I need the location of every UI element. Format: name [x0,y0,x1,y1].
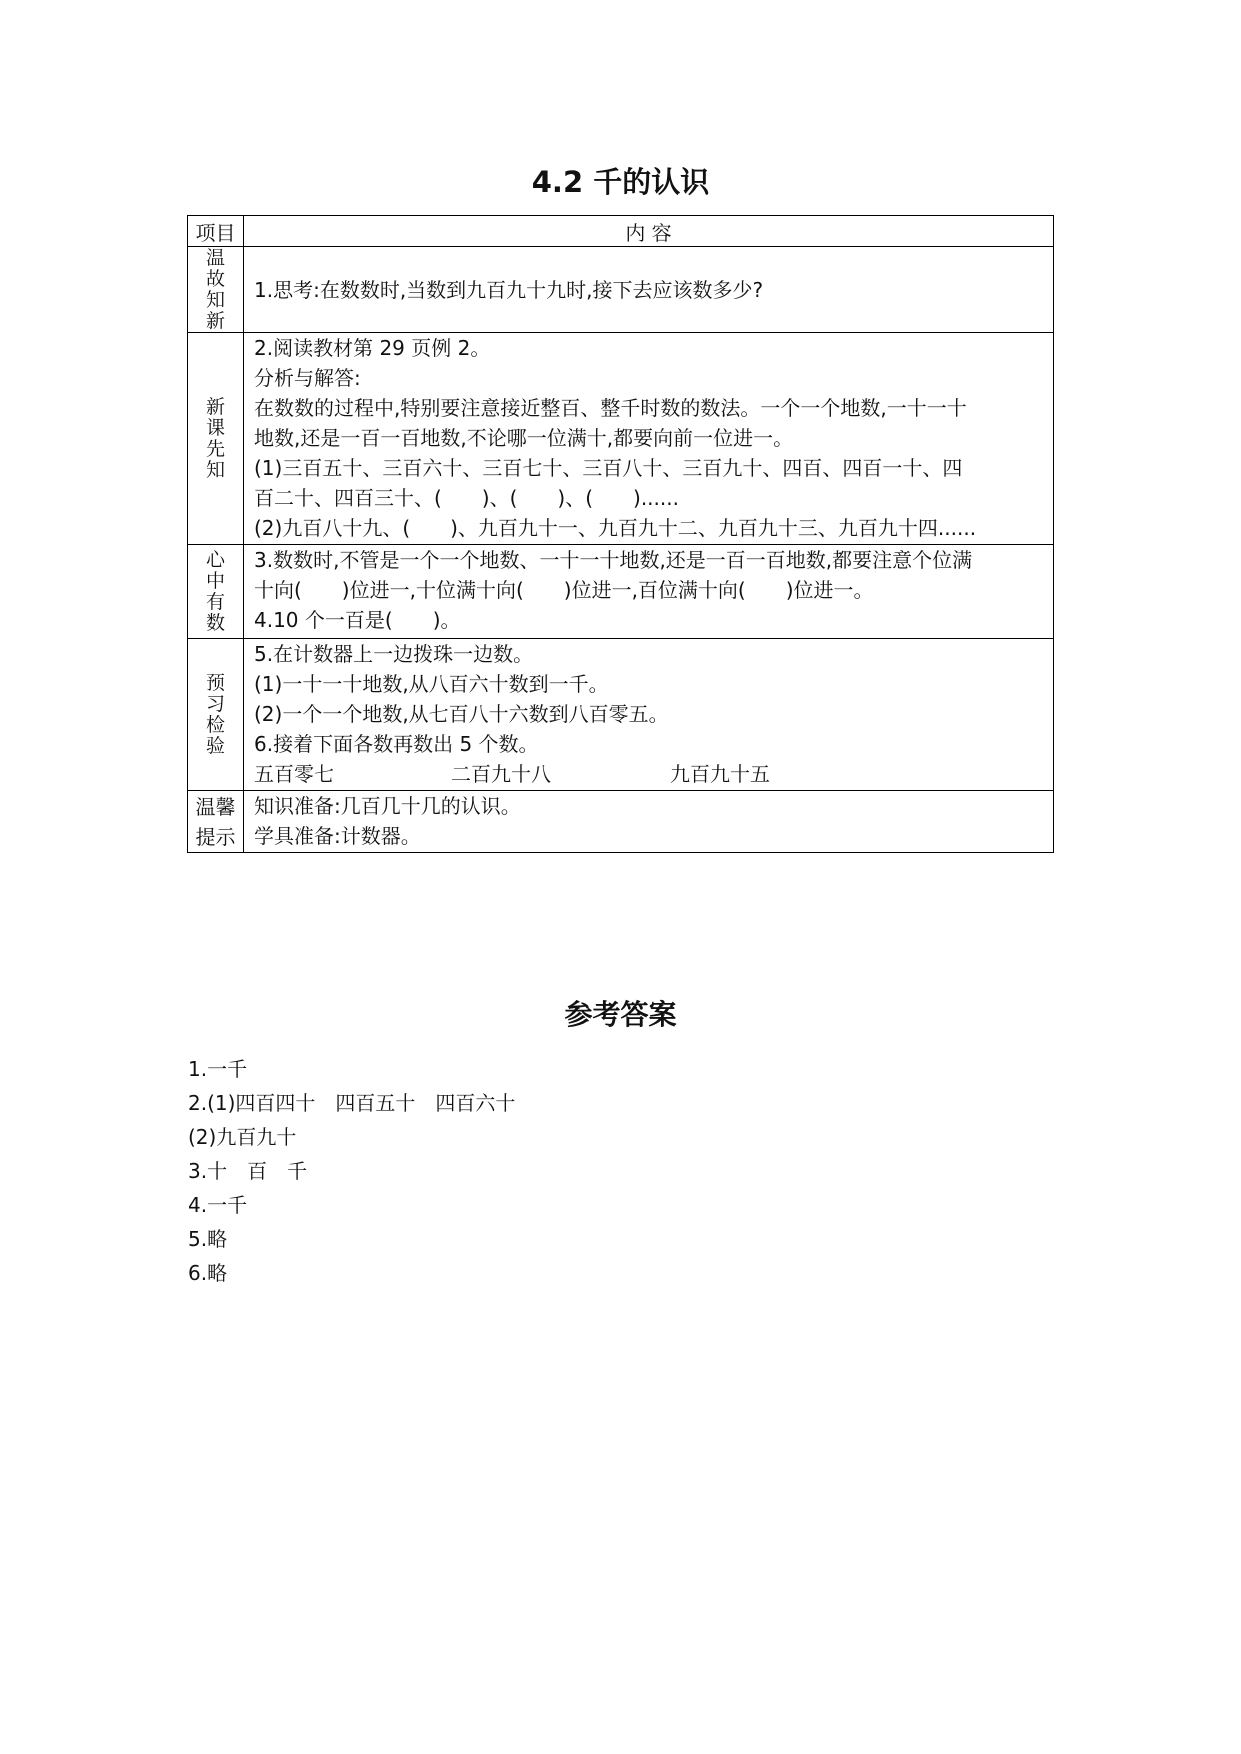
number-prompt: 九百九十五 [670,762,770,786]
header-item-label: 项目 [195,220,236,245]
content-line: 分析与解答: [254,366,361,390]
content-line: 1.思考:在数数时,当数到九百九十九时,接下去应该数多少? [254,277,764,302]
row-label-cell [188,545,244,639]
content-line: 3.数数时,不管是一个一个地数、一十一十地数,还是一百一百地数,都要注意个位满 [254,548,973,572]
answer-line: 2.(1)四百四十 四百五十 四百六十 [188,1091,516,1115]
table-row [188,247,1054,333]
number-prompts [254,759,1043,789]
answer-line: 4.一千 [188,1193,248,1217]
content-line: 4.10 个一百是( )。 [254,608,461,632]
answers-title: 参考答案 [564,998,677,1031]
content-line: 知识准备:几百几十几的认识。 [254,794,521,818]
row-label: 温馨提示 [195,794,236,849]
lesson-table [187,215,1054,853]
page-title: 4.2 千的认识 [531,165,710,199]
content-line: 6.接着下面各数再数出 5 个数。 [254,732,539,756]
table-row [188,333,1054,545]
row-label: 新课先知 [205,395,225,481]
table-header-row [188,216,1054,247]
row-label-cell [188,791,244,853]
content-line: (2)一个一个地数,从七百八十六数到八百零五。 [254,702,669,726]
content-line: 地数,还是一百一百地数,不论哪一位满十,都要向前一位进一。 [254,426,794,450]
answer-line: (2)九百九十 [188,1125,297,1149]
row-content-cell [244,545,1054,639]
number-prompt: 二百九十八 [451,762,551,786]
header-content-cell [244,216,1054,247]
row-content-cell [244,639,1054,791]
content-line: 在数数的过程中,特别要注意接近整百、整千时数的数法。一个一个地数,一十一十 [254,396,967,420]
answer-line: 1.一千 [188,1057,248,1081]
row-label: 温故知新 [205,246,225,332]
content-line: (2)九百八十九、( )、九百九十一、九百九十二、九百九十三、九百九十四...... [254,516,977,540]
header-item-cell [188,216,244,247]
content-line: (1)三百五十、三百六十、三百七十、三百八十、三百九十、四百、四百一十、四 [254,456,963,480]
number-prompt: 五百零七 [254,762,334,786]
table-row [188,639,1054,791]
row-content-cell [244,791,1054,853]
content-line: 2.阅读教材第 29 页例 2。 [254,336,491,360]
answer-line: 3.十 百 千 [188,1159,308,1183]
content-line: (1)一十一十地数,从八百六十数到一千。 [254,672,609,696]
table-row [188,791,1054,853]
table-row [188,545,1054,639]
row-content-cell [244,333,1054,545]
row-label-cell [188,333,244,545]
content-line: 十向( )位进一,十位满十向( )位进一,百位满十向( )位进一。 [254,578,874,602]
row-label-cell [188,247,244,333]
row-label: 预习检验 [205,671,225,757]
content-line: 百二十、四百三十、( )、( )、( )...... [254,486,679,510]
answers-list [188,1052,515,1290]
row-label-cell [188,639,244,791]
header-content-label: 内 容 [625,220,672,245]
content-line: 5.在计数器上一边拨珠一边数。 [254,642,534,666]
row-content-cell [244,247,1054,333]
content-line: 学具准备:计数器。 [254,824,421,848]
row-label: 心中有数 [205,548,225,634]
answer-line: 5.略 [188,1227,228,1251]
answer-line: 6.略 [188,1261,228,1285]
